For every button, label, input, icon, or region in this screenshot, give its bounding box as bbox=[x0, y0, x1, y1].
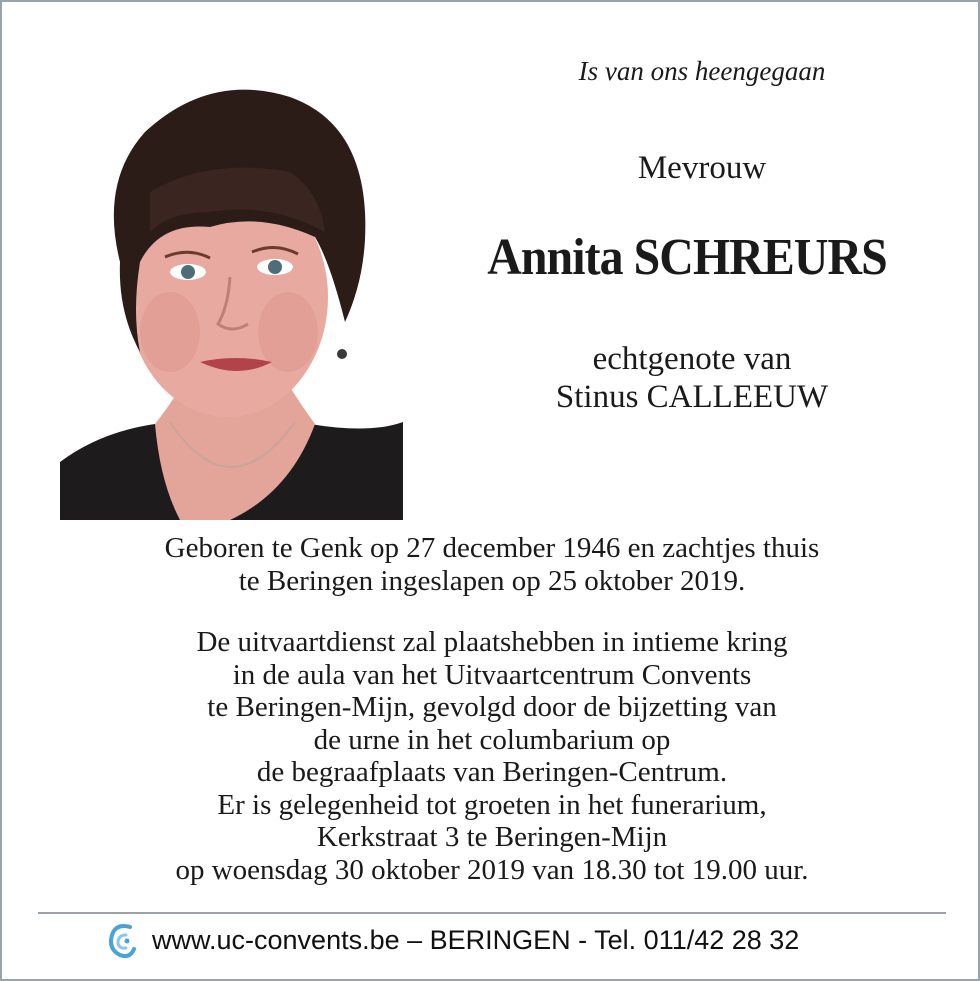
honorific: Mevrouw bbox=[637, 150, 767, 186]
service-paragraph bbox=[32, 626, 952, 886]
service-line: Kerkstraat 3 te Beringen-Mijn bbox=[316, 821, 668, 853]
service-line: op woensdag 30 oktober 2019 van 18.30 tot 19.00 uur. bbox=[175, 853, 809, 886]
spouse-relation: echtgenote van bbox=[592, 341, 792, 377]
birth-line: Geboren te Genk op 27 december 1946 en zachtjes thuis bbox=[164, 532, 820, 564]
service-line: Er is gelegenheid tot groeten in het funerarium, bbox=[217, 788, 767, 821]
intro-text: Is van ons heengegaan bbox=[578, 56, 826, 86]
service-line: te Beringen-Mijn, gevolgd door de bijzetting van bbox=[207, 691, 777, 723]
service-line: de urne in het columbarium op bbox=[313, 723, 671, 756]
footer bbox=[106, 920, 799, 960]
service-line: de begraafplaats van Beringen-Centrum. bbox=[256, 756, 728, 788]
convents-logo-icon bbox=[106, 921, 138, 959]
spouse-block bbox=[432, 340, 952, 416]
birth-line: te Beringen ingeslapen op 25 oktober 2019. bbox=[238, 564, 746, 597]
birth-death-paragraph bbox=[32, 532, 952, 597]
spouse-name: Stinus CALLEEUW bbox=[555, 379, 829, 415]
service-line: in de aula van het Uitvaartcentrum Convents bbox=[232, 658, 752, 691]
deceased-name: Annita SCHREURS bbox=[487, 229, 887, 286]
service-line: De uitvaartdienst zal plaatshebben in intieme kring bbox=[196, 626, 788, 658]
footer-divider bbox=[38, 912, 946, 914]
portrait-photo bbox=[60, 62, 403, 520]
contact-line: www.uc-convents.be – BERINGEN - Tel. 011/42 28 32 bbox=[152, 924, 800, 955]
